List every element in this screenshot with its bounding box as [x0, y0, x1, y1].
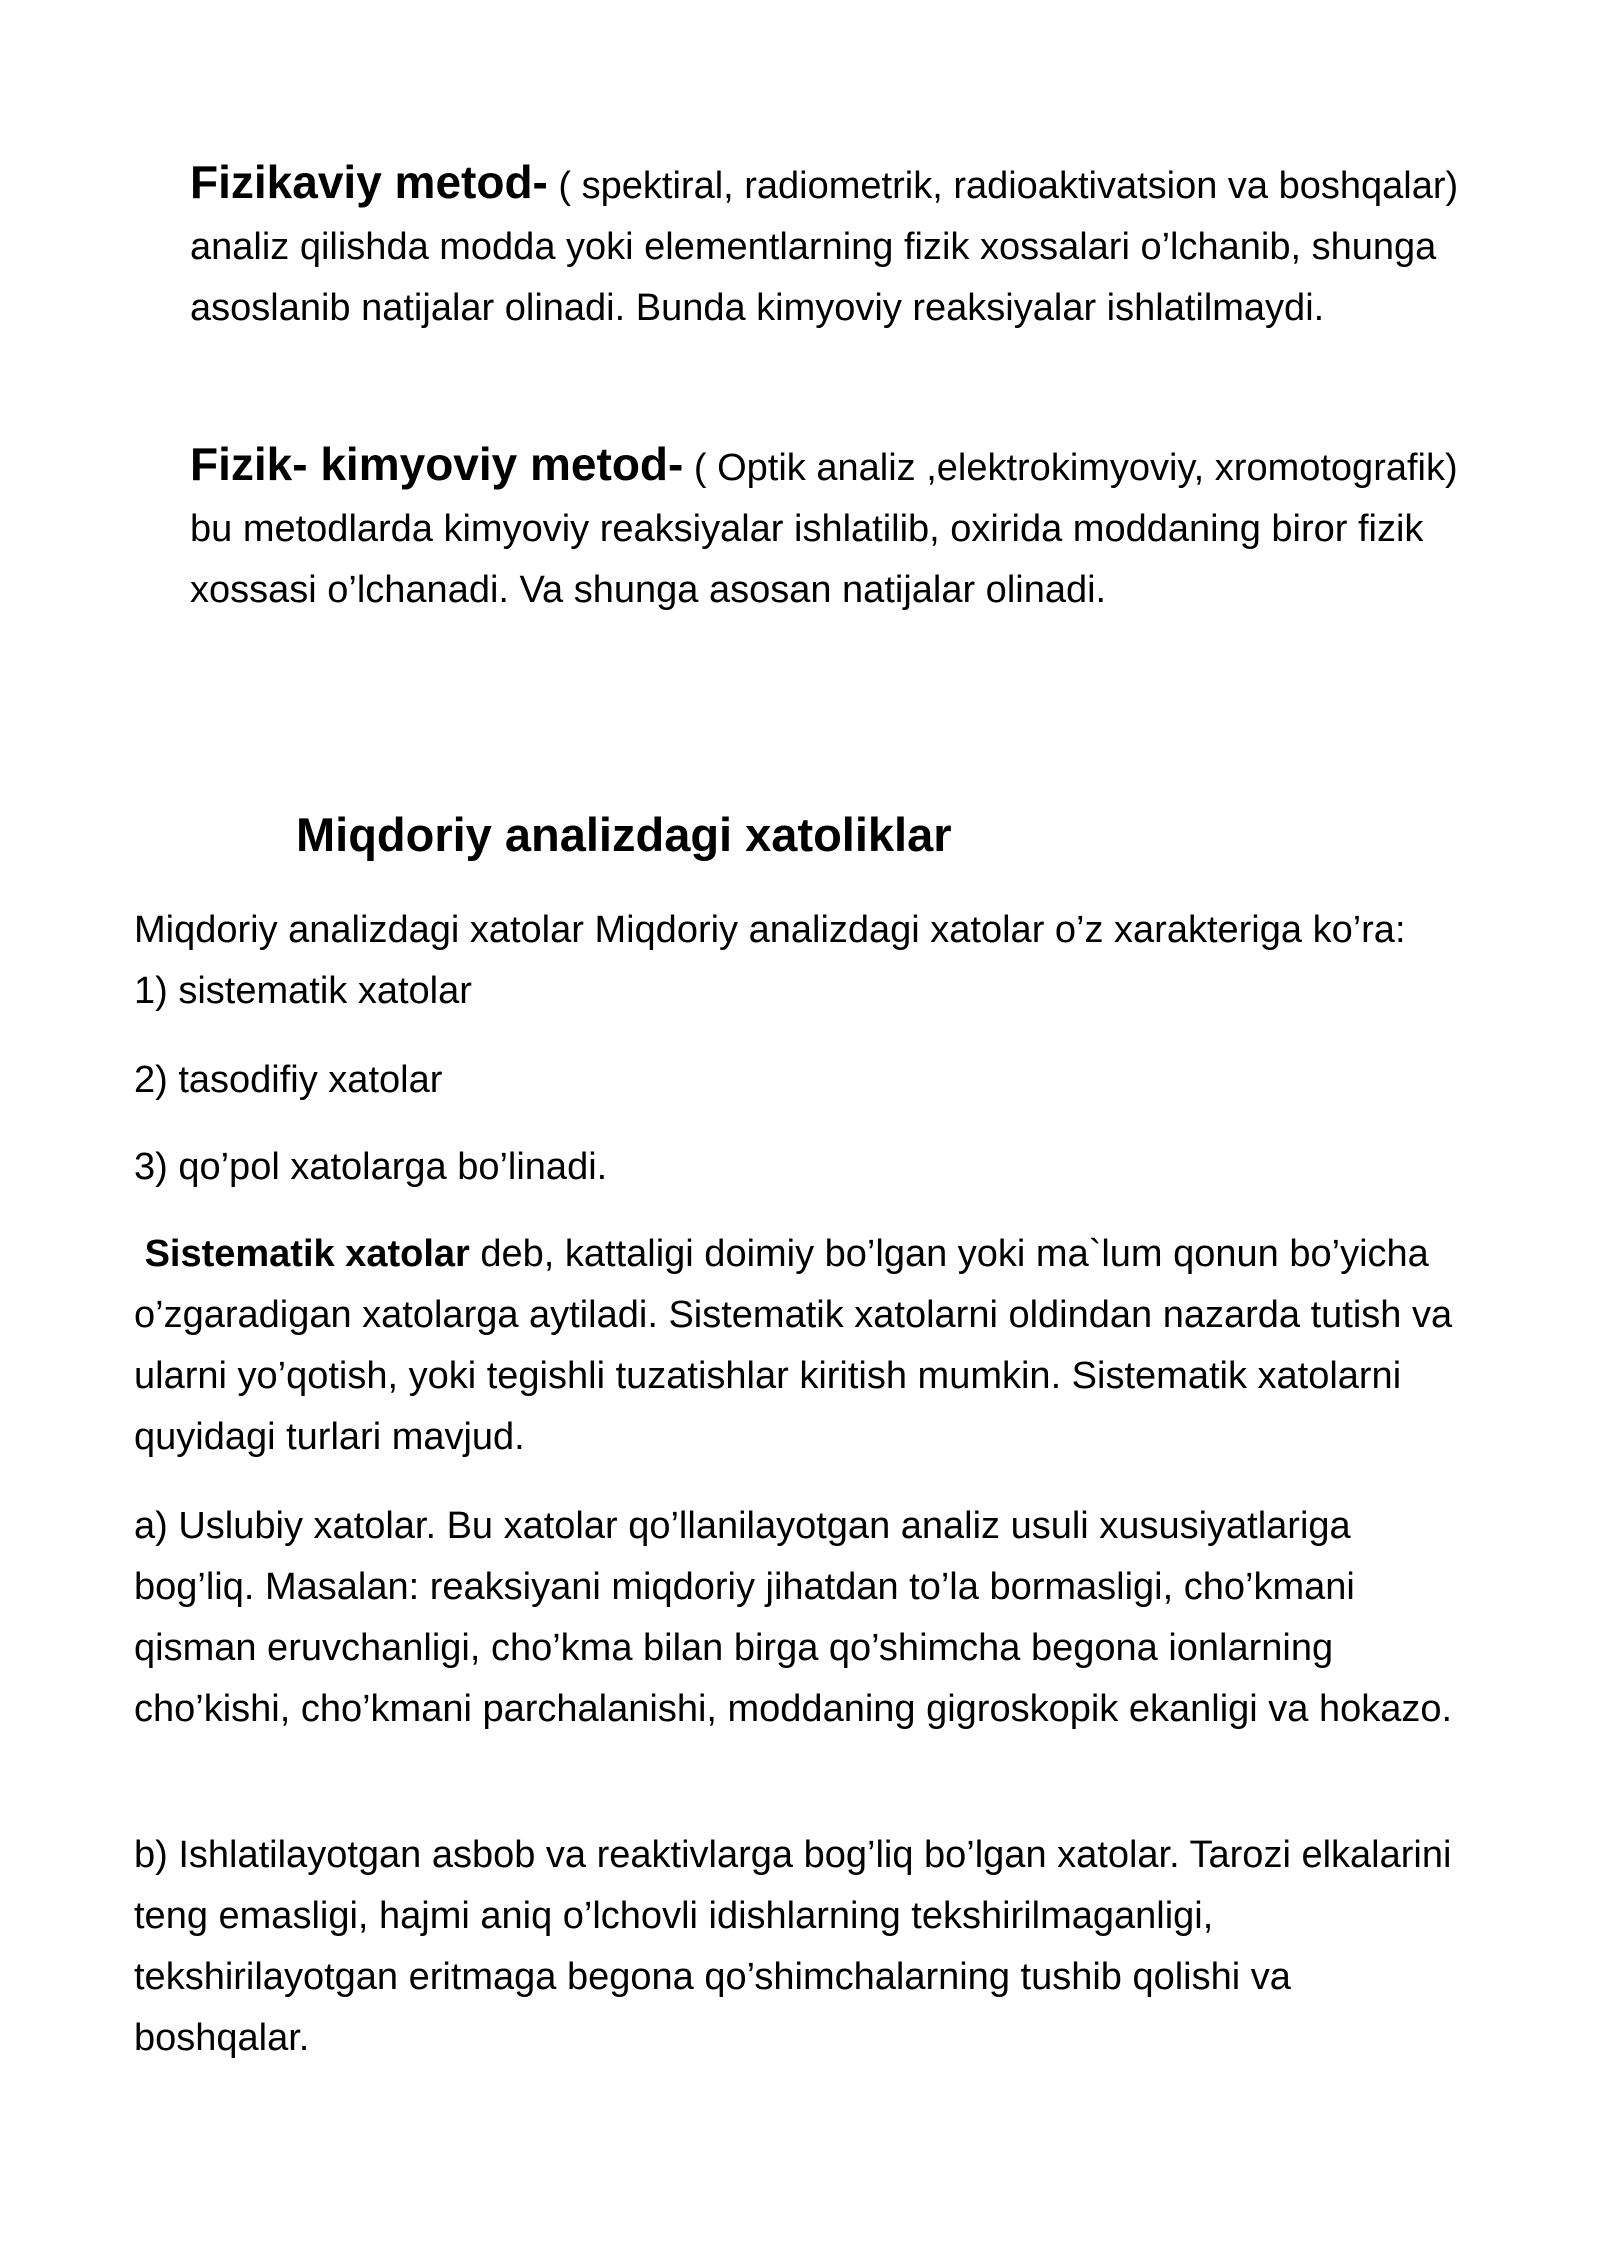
intro-block — [134, 900, 1474, 1022]
section-heading: Miqdoriy analizdagi xatoliklar — [296, 808, 952, 861]
fizikaviy-metod-title: Fizikaviy metod- — [190, 156, 548, 208]
fizikaviy-metod-body: ( spektiral, radiometrik, radioaktivatsion va boshqalar) analiz qilishda modda yoki elementlarning fizik xossalari o’lchanib, shunga asoslanib natijalar olinadi. Bunda kimyoviy reaksiyalar ishlatilmaydi. — [190, 165, 1459, 329]
paragraph-methodical-errors: a) Uslubiy xatolar. Bu xatolar qo’llanilayotgan analiz usuli xususiyatlariga bog’liq. Masalan: reaksiyani miqdoriy jihatdan to’la bormasligi, cho’kmani qisman eruvchanligi, cho’kma bilan birga qo’shimcha begona ionlarning cho’kishi, cho’kmani parchalanishi, moddaning gigroskopik ekanligi va hokazo. — [134, 1505, 1453, 1730]
systematic-errors-term: Sistematik xatolar — [144, 1233, 470, 1275]
systematic-errors-body: deb, kattaligi doimiy bo’lgan yoki ma`lum qonun bo’yicha o’zgaradigan xatolarga aytiladi. Sistematik xatolarni oldindan nazarda tutish va ularni yo’qotish, yoki tegishli tuzatishlar kiritish mumkin. Sistematik xatolarni quyidagi turlari mavjud. — [134, 1233, 1453, 1458]
paragraph-fizik-kimyoviy-metod — [190, 434, 1490, 621]
list-item-2: 2) tasodifiy xatolar — [134, 1059, 443, 1101]
paragraph-systematic-errors — [134, 1224, 1474, 1468]
list-item-1: 1) sistematik xatolar — [134, 970, 472, 1012]
fizik-kimyoviy-metod-title: Fizik- kimyoviy metod- — [190, 438, 684, 490]
fizik-kimyoviy-metod-body: ( Optik analiz ,elektrokimyoviy, xromotografik) bu metodlarda kimyoviy reaksiyalar ishlatilib, oxirida moddaning biror fizik xossasi o’lchanadi. Va shunga asosan natijalar olinadi. — [190, 447, 1458, 611]
paragraph-instrument-errors: b) Ishlatilayotgan asbob va reaktivlarga bog’liq bo’lgan xatolar. Tarozi elkalarini teng emasligi, hajmi aniq o’lchovli idishlarning tekshirilmaganligi, tekshirilayotgan eritmaga begona qo’shimchalarning tushib qolishi va boshqalar. — [134, 1834, 1452, 2059]
list-item-3: 3) qo’pol xatolarga bo’linadi. — [134, 1146, 608, 1188]
intro-paragraph: Miqdoriy analizdagi xatolar Miqdoriy analizdagi xatolar o’z xarakteriga ko’ra: — [134, 909, 1406, 951]
paragraph-fizikaviy-metod — [190, 152, 1490, 339]
